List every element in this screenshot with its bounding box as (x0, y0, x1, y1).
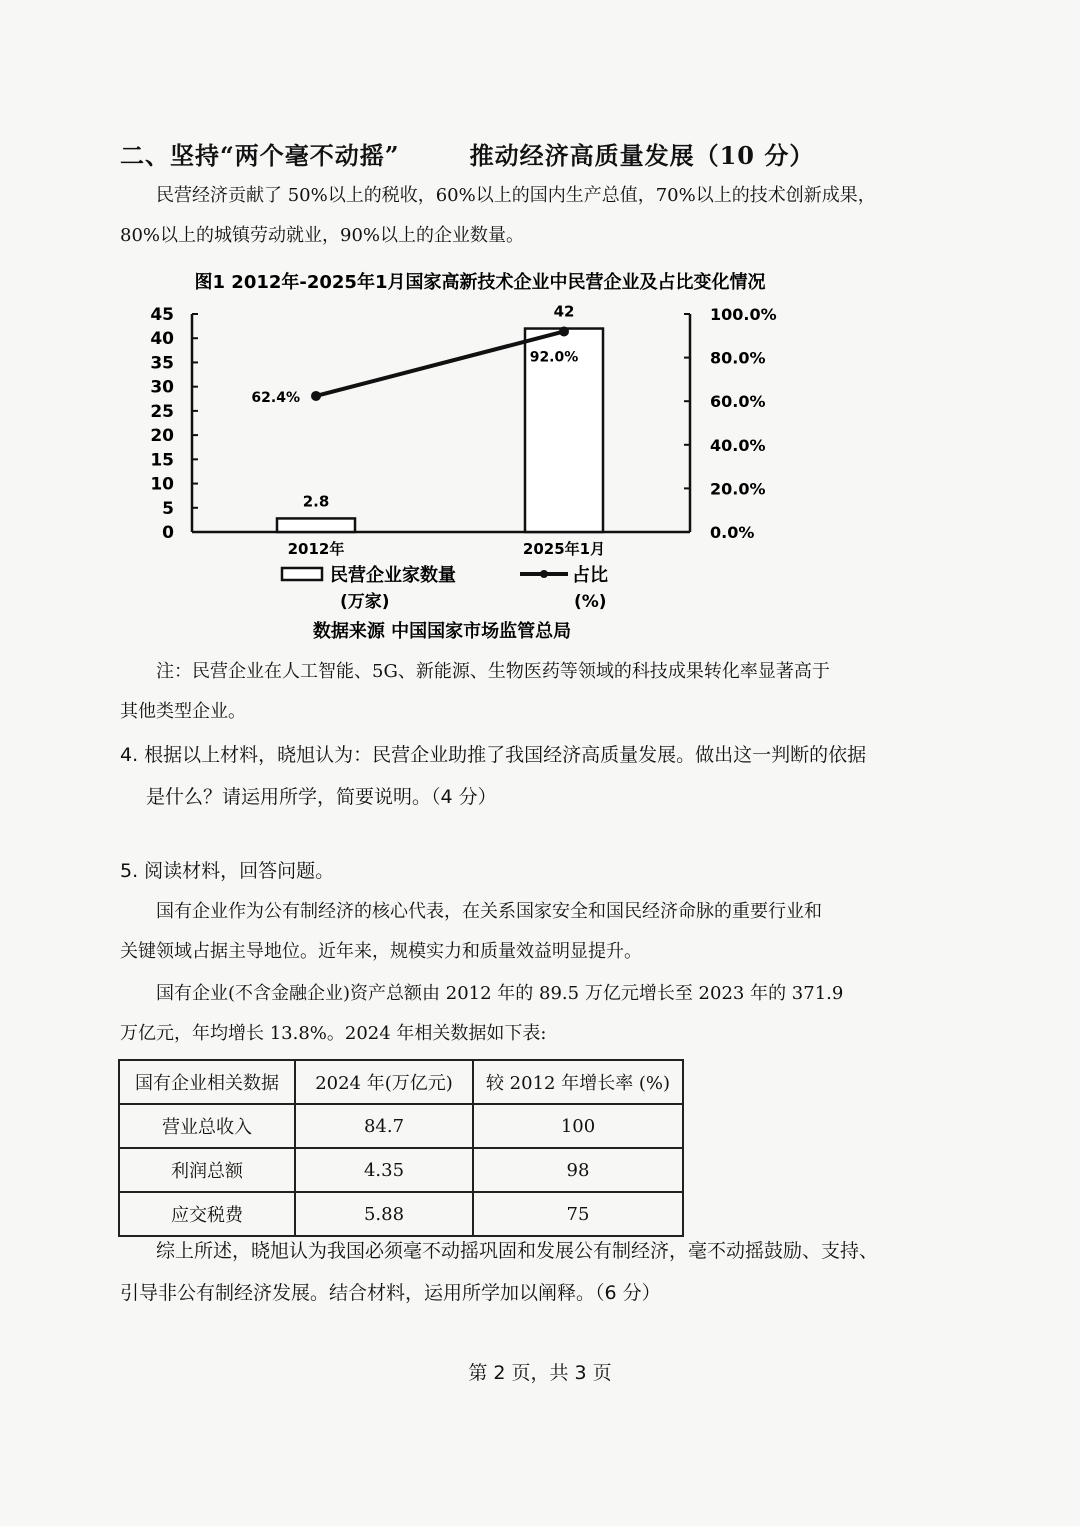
q5-p2-line-1: 国有企业(不含金融企业)资产总额由 2012 年的 89.5 万亿元增长至 2023 年的 371.9 (156, 983, 844, 1004)
chart-axes (150, 302, 777, 558)
q5-paragraph-2 (120, 974, 920, 1054)
legend-bar-label: 民营企业家数量 (330, 565, 456, 586)
q5-p1-line-1: 国有企业作为公有制经济的核心代表，在关系国家安全和国民经济命脉的重要行业和 (156, 901, 822, 922)
x-tick-label: 2012年 (287, 540, 345, 558)
chart-title: 图1 2012年-2025年1月国家高新技术企业中民营企业及占比变化情况 (194, 272, 766, 293)
section-title-right: 推动经济高质量发展（10 分） (469, 141, 815, 170)
y-left-tick-label: 15 (150, 450, 174, 471)
question-4 (120, 734, 930, 818)
section-title-left: 二、坚持“两个毫不动摇” (120, 141, 400, 170)
legend-line-label: 占比 (572, 565, 608, 586)
table-header-cell: 较 2012 年增长率 (%) (473, 1060, 683, 1104)
table-cell: 84.7 (295, 1104, 473, 1148)
y-right-tick-label: 0.0% (710, 523, 755, 542)
y-left-tick-label: 20 (150, 426, 174, 447)
y-right-tick-label: 60.0% (710, 392, 766, 412)
legend-bar-swatch (282, 568, 322, 580)
q4-line-2: 是什么？请运用所学，简要说明。（4 分） (146, 786, 497, 808)
q5-p1-line-2: 关键领域占据主导地位。近年来，规模实力和质量效益明显提升。 (120, 941, 642, 962)
y-right-tick-label: 40.0% (710, 435, 766, 455)
page-footer: 第 2 页，共 3 页 (468, 1362, 612, 1384)
chart-source: 数据来源 中国国家市场监管总局 (312, 621, 572, 642)
y-left-tick-label: 40 (150, 329, 174, 350)
y-left-tick-label: 45 (150, 305, 174, 325)
table-header-row (119, 1060, 683, 1104)
chart-bars (277, 303, 603, 532)
ratio-data-label: 62.4% (251, 389, 300, 406)
legend-line-unit: (%) (574, 592, 607, 612)
y-right-tick-label: 80.0% (710, 348, 766, 368)
bar-data-label: 42 (553, 302, 575, 321)
table-header-cell: 国有企业相关数据 (119, 1060, 295, 1104)
y-left-tick-label: 10 (150, 474, 174, 495)
bar-data-label: 2.8 (302, 492, 330, 511)
intro-paragraph (120, 176, 920, 256)
table-row (119, 1148, 683, 1192)
table-cell: 98 (473, 1148, 683, 1192)
ratio-point (311, 391, 321, 401)
table-cell: 4.35 (295, 1148, 473, 1192)
table-cell: 应交税费 (119, 1192, 295, 1236)
note-line-1: 注：民营企业在人工智能、5G、新能源、生物医药等领域的科技成果转化率显著高于 (156, 661, 830, 682)
question-5-heading: 5. 阅读材料，回答问题。 (120, 860, 335, 882)
chart-legend (282, 564, 608, 612)
note-paragraph (120, 652, 920, 732)
y-left-tick-label: 35 (150, 353, 174, 374)
q5-paragraph-1 (120, 892, 920, 972)
q5-conclusion-line-1: 综上所述，晓旭认为我国必须毫不动摇巩固和发展公有制经济，毫不动摇鼓励、支持、 (156, 1240, 879, 1262)
legend-line-marker (540, 570, 548, 578)
table-header-cell: 2024 年(万亿元) (295, 1060, 473, 1104)
y-right-tick-label: 100.0% (710, 305, 777, 324)
ratio-point (559, 326, 569, 336)
y-right-tick-label: 20.0% (710, 479, 766, 499)
ratio-data-label: 92.0% (529, 349, 579, 366)
table-cell: 利润总额 (119, 1148, 295, 1192)
y-left-tick-label: 0 (162, 523, 174, 543)
table-cell: 100 (473, 1104, 683, 1148)
q5-conclusion-line-2: 引导非公有制经济发展。结合材料，运用所学加以阐释。（6 分） (120, 1282, 661, 1304)
intro-line-2: 80%以上的城镇劳动就业，90%以上的企业数量。 (120, 225, 525, 246)
y-left-tick-label: 25 (150, 401, 174, 422)
q5-conclusion (120, 1230, 920, 1314)
x-tick-label: 2025年1月 (522, 540, 606, 558)
table-cell: 75 (473, 1192, 683, 1236)
y-left-tick-label: 5 (162, 498, 174, 519)
y-left-tick-label: 30 (150, 377, 174, 398)
bar (277, 518, 355, 532)
legend-bar-unit: (万家) (340, 592, 390, 612)
intro-line-1: 民营经济贡献了 50%以上的税收，60%以上的国内生产总值，70%以上的技术创新成果， (156, 185, 876, 206)
q4-line-1: 4. 根据以上材料，晓旭认为：民营企业助推了我国经济高质量发展。做出这一判断的依据 (120, 744, 867, 766)
table-row (119, 1104, 683, 1148)
table-cell: 5.88 (295, 1192, 473, 1236)
soe-data-table (118, 1059, 684, 1237)
table-cell: 营业总收入 (119, 1104, 295, 1148)
section-title (120, 136, 814, 171)
note-line-2: 其他类型企业。 (120, 701, 246, 722)
chart-figure-1 (150, 262, 870, 647)
q5-p2-line-2: 万亿元，年均增长 13.8%。2024 年相关数据如下表: (120, 1023, 547, 1044)
